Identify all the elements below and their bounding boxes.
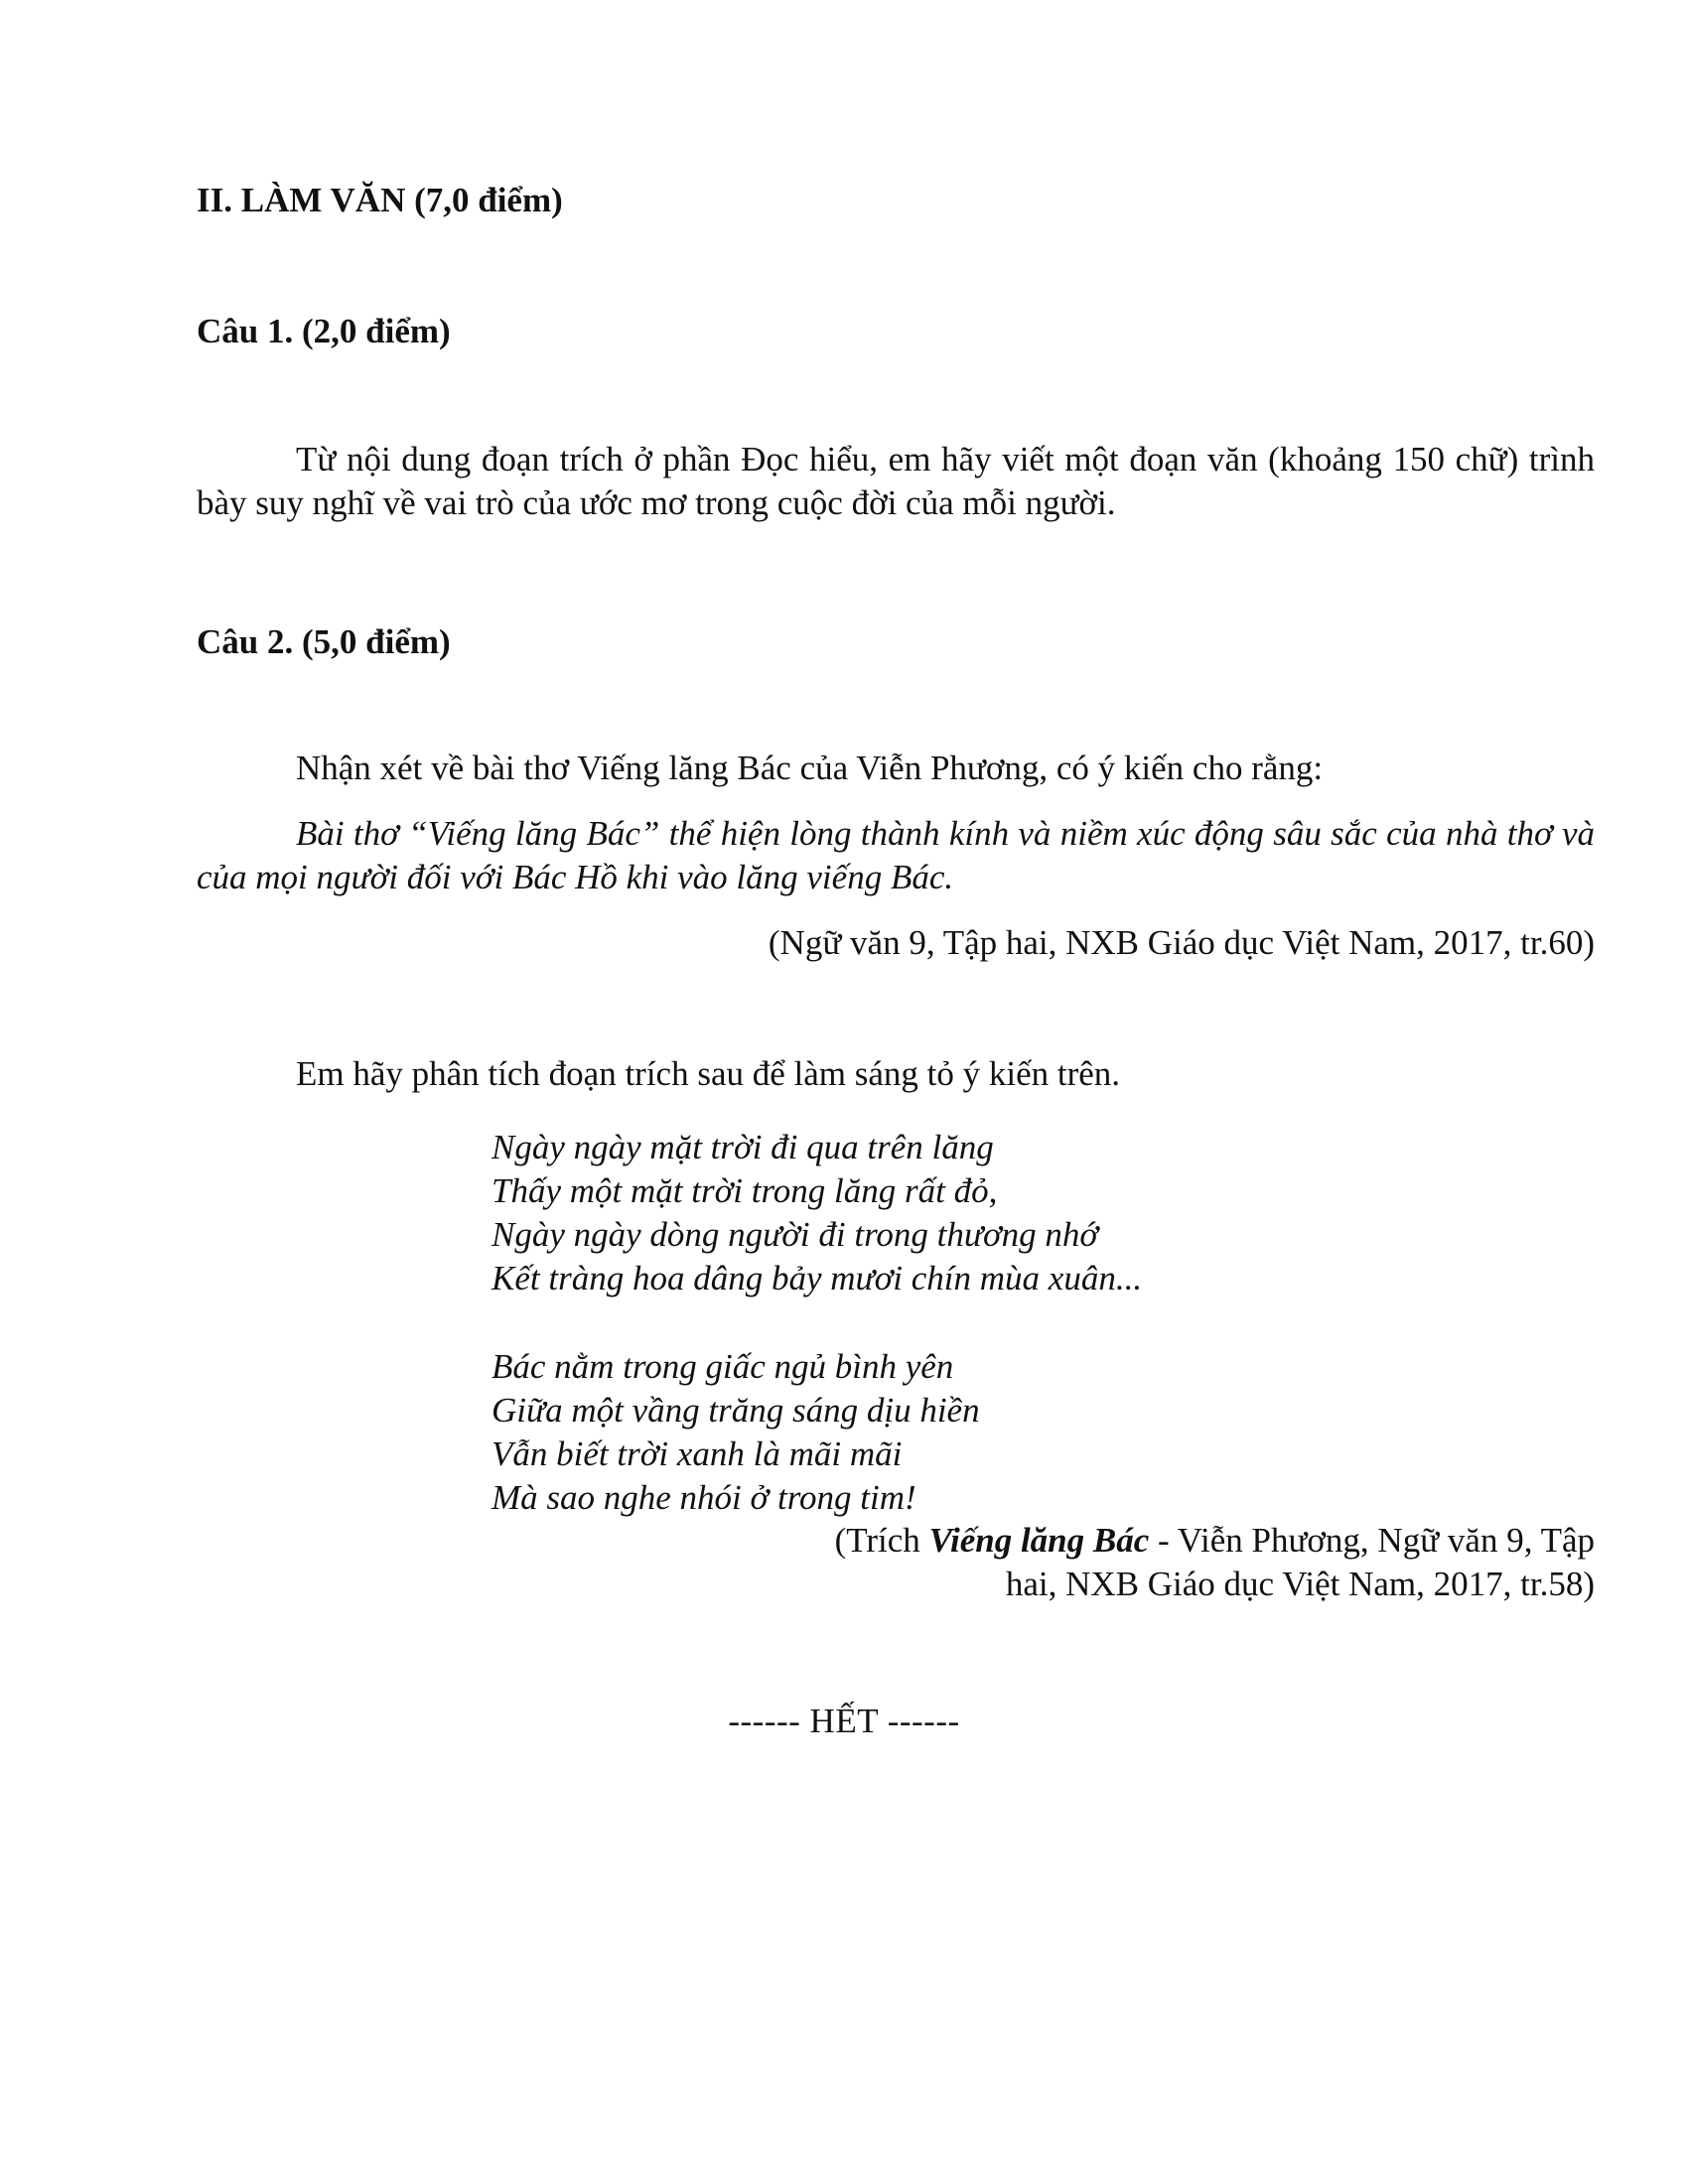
poem-line: Mà sao nghe nhói ở trong tim! xyxy=(492,1478,916,1517)
question-1-label: Câu 1. (2,0 điểm) xyxy=(197,312,451,350)
citation-prefix: (Trích xyxy=(834,1521,929,1560)
question-2-task: Em hãy phân tích đoạn trích sau để làm sáng tỏ ý kiến trên. xyxy=(296,1054,1121,1093)
end-mark: ------ HẾT ------ xyxy=(728,1702,960,1740)
poem-line: Giữa một vầng trăng sáng dịu hiền xyxy=(492,1391,980,1430)
poem-line: Bác nằm trong giấc ngủ bình yên xyxy=(492,1347,954,1386)
poem-line: Ngày ngày dòng người đi trong thương nhớ xyxy=(492,1215,1099,1254)
quote-source: (Ngữ văn 9, Tập hai, NXB Giáo dục Việt Nam, 2017, tr.60) xyxy=(768,923,1595,962)
poem-line: Thấy một mặt trời trong lăng rất đỏ, xyxy=(492,1171,998,1210)
section-title: II. LÀM VĂN (7,0 điểm) xyxy=(197,181,563,219)
opinion-quote: Bài thơ “Viếng lăng Bác” thể hiện lòng thành kính và niềm xúc động sâu sắc của nhà thơ và của mọi người đối với Bác Hồ khi vào lăng viếng Bác. xyxy=(197,814,1595,896)
question-2-label: Câu 2. (5,0 điểm) xyxy=(197,622,451,661)
citation-work-title: Viếng lăng Bác xyxy=(928,1521,1150,1560)
citation-line-1: - Viễn Phương, Ngữ văn 9, Tập xyxy=(1149,1521,1595,1560)
citation-line-2: hai, NXB Giáo dục Việt Nam, 2017, tr.58) xyxy=(1005,1565,1595,1603)
question-2-intro: Nhận xét về bài thơ Viếng lăng Bác của Viễn Phương, có ý kiến cho rằng: xyxy=(296,749,1324,787)
poem-citation xyxy=(197,1519,1595,1606)
poem-line: Kết tràng hoa dâng bảy mươi chín mùa xuân... xyxy=(492,1259,1143,1297)
poem-line: Vẫn biết trời xanh là mãi mãi xyxy=(492,1434,903,1473)
poem-line: Ngày ngày mặt trời đi qua trên lăng xyxy=(492,1128,994,1166)
question-1-prompt: Từ nội dung đoạn trích ở phần Đọc hiểu, em hãy viết một đoạn văn (khoảng 150 chữ) trình bày suy nghĩ về vai trò của ước mơ trong cuộc đời của mỗi người. xyxy=(197,440,1595,522)
